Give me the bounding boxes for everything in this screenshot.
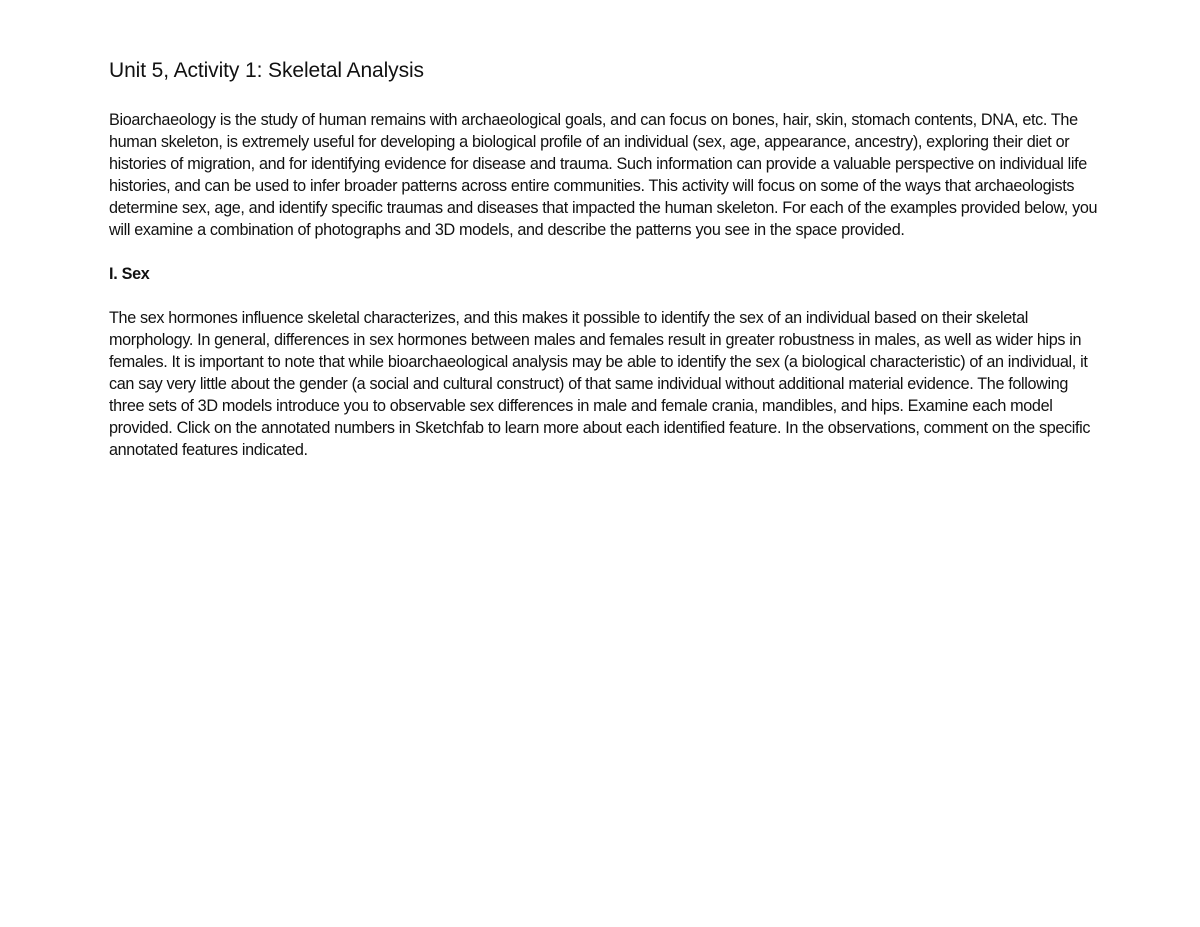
section-sex: [109, 263, 1100, 461]
intro-paragraph: Bioarchaeology is the study of human remains with archaeological goals, and can focus on bones, hair, skin, stomach contents, DNA, etc. The human skeleton, is extremely useful for developing a biological profile of an individual (sex, age, appearance, ancestry), exploring their diet or histories of migration, and for identifying evidence for disease and trauma. Such information can provide a valuable perspective on individual life histories, and can be used to infer broader patterns across entire communities. This activity will focus on some of the ways that archaeologists determine sex, age, and identify specific traumas and diseases that impacted the human skeleton. For each of the examples provided below, you will examine a combination of photographs and 3D models, and describe the patterns you see in the space provided.: [109, 111, 1098, 239]
section-body-paragraph: The sex hormones influence skeletal characterizes, and this makes it possible to identify the sex of an individual based on their skeletal morphology. In general, differences in sex hormones between males and females result in greater robustness in males, as well as wider hips in females. It is important to note that while bioarchaeological analysis may be able to identify the sex (a biological characteristic) of an individual, it can say very little about the gender (a social and cultural construct) of that same individual without additional material evidence. The following three sets of 3D models introduce you to observable sex differences in male and female crania, mandibles, and hips. Examine each model provided. Click on the annotated numbers in Sketchfab to learn more about each identified feature. In the observations, comment on the specific annotated features indicated.: [109, 309, 1091, 459]
document-title: Unit 5, Activity 1: Skeletal Analysis: [109, 59, 424, 82]
section-heading: I. Sex: [109, 265, 150, 283]
